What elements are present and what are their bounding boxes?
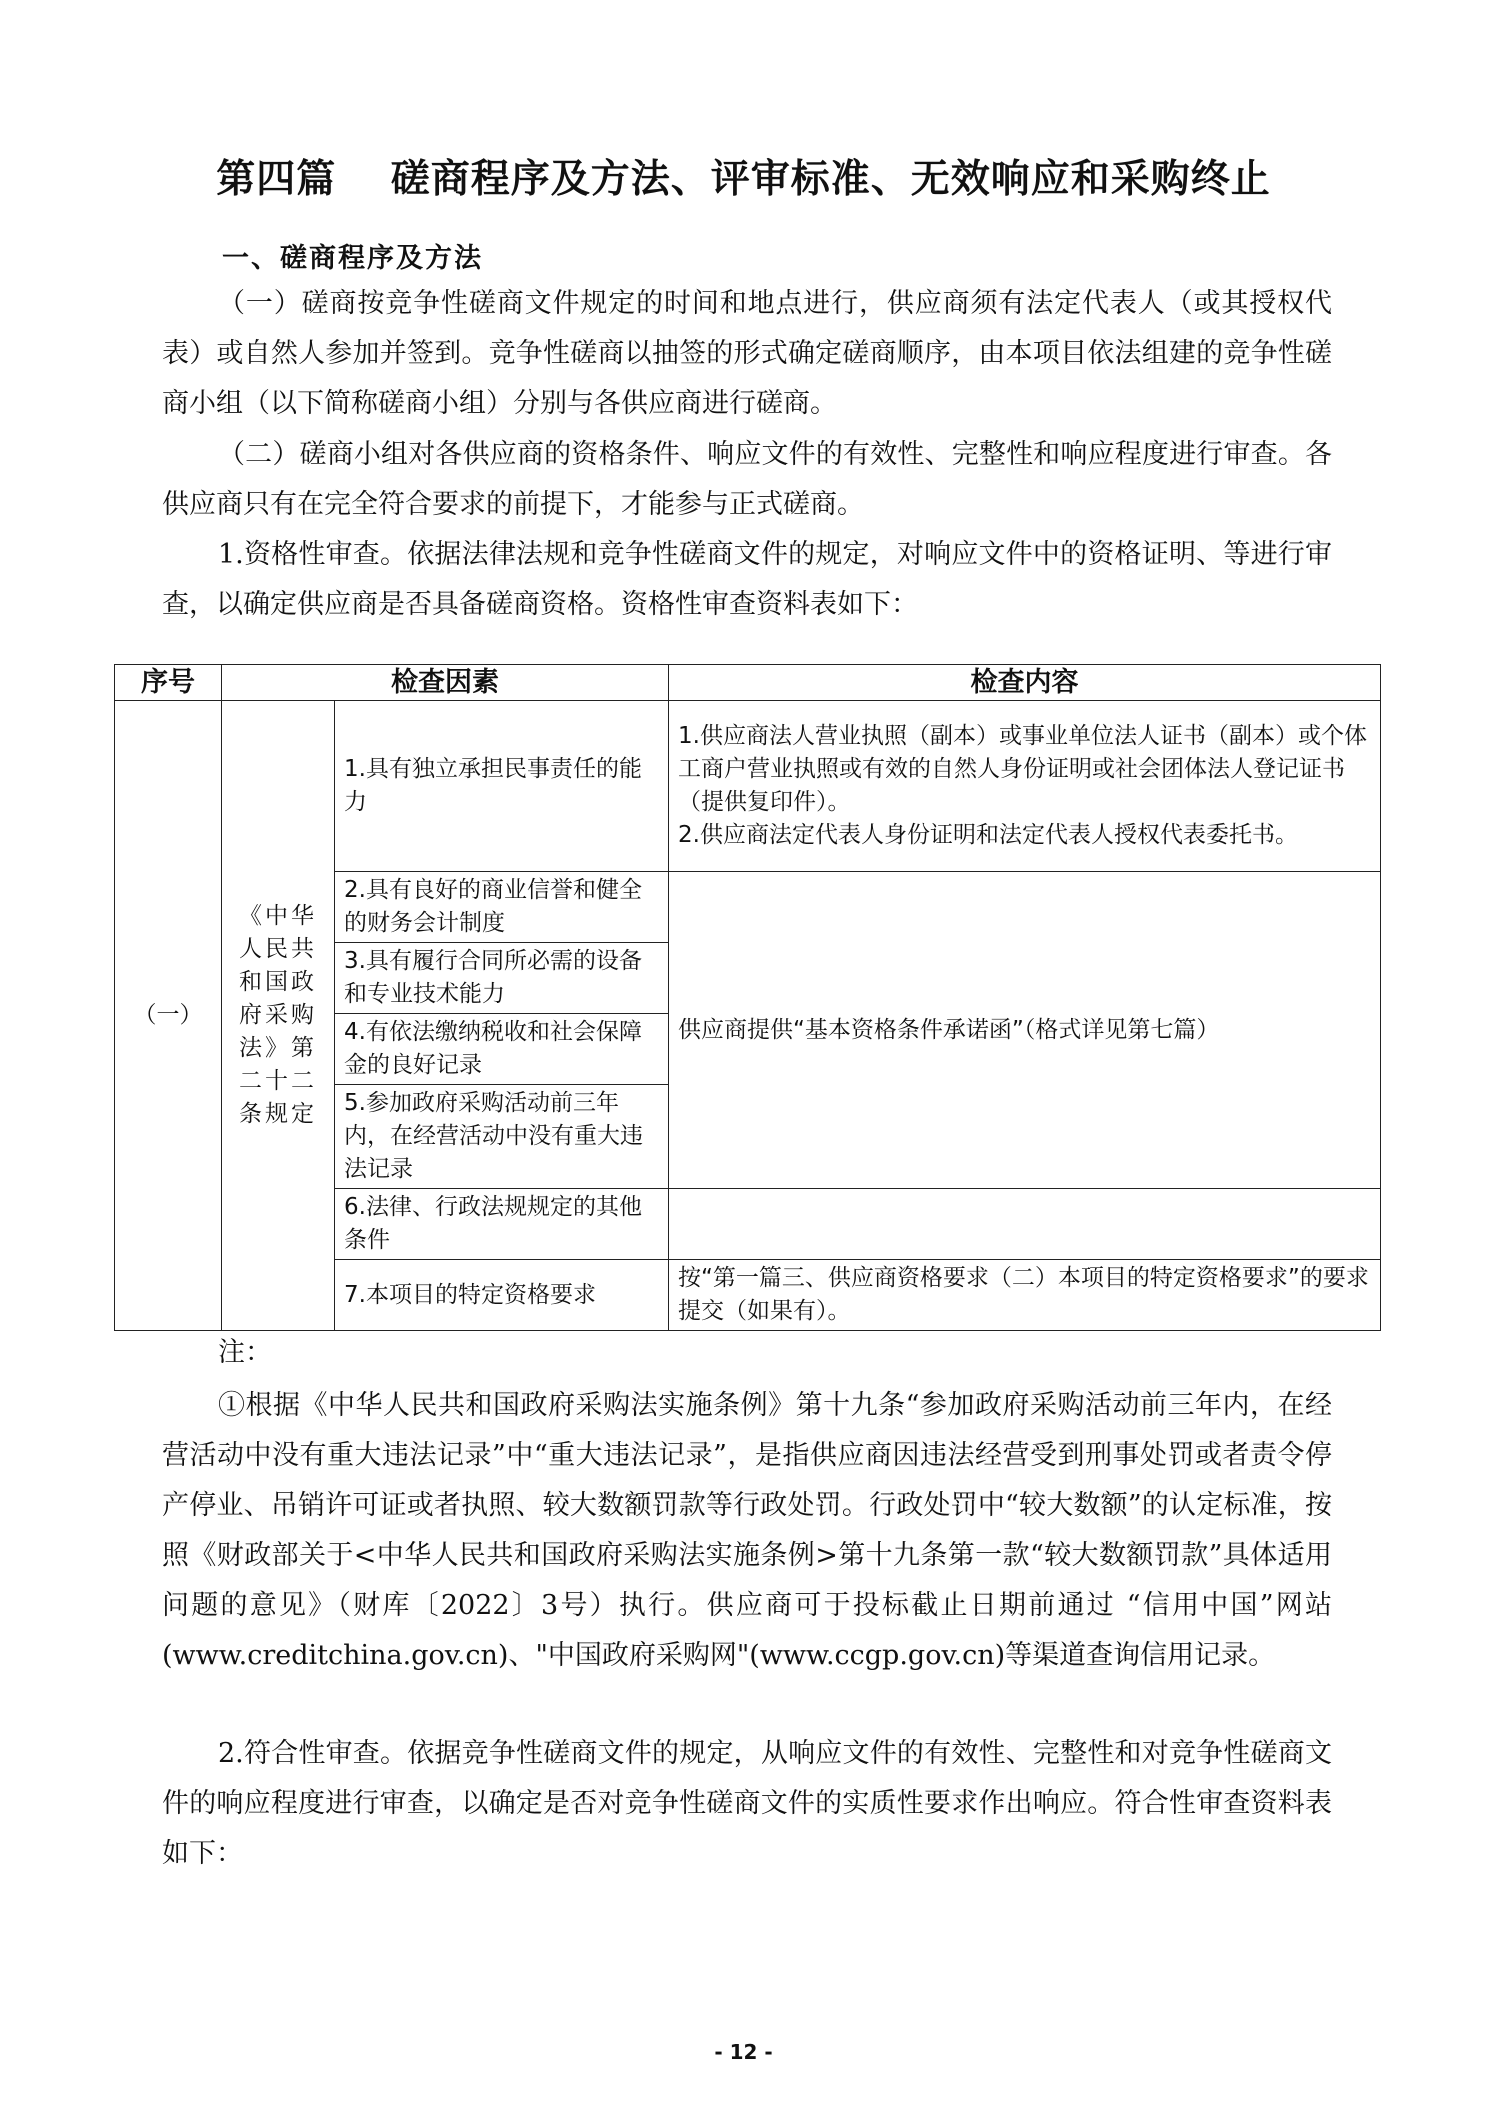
paragraph-note: ①根据《中华人民共和国政府采购法实施条例》第十九条“参加政府采购活动前三年内，在经营活动中没有重大违法记录”中“重大违法记录”，是指供应商因违法经营受到刑事处罚或者责令停产停业、吊销许可证或者执照、较大数额罚款等行政处罚。行政处罚中“较大数额”的认定标准，按照《财政部关于<中华人民共和国政府采购法实施条例>第十九条第一款“较大数额罚款”具体适用问题的意见》（财库〔2022〕3号）执行。供应商可于投标截止日期前通过 “信用中国”网站(www.creditchina.gov.cn)、"中国政府采购网"(www.ccgp.gov.cn)等渠道查询信用记录。 bbox=[162, 1390, 1332, 1671]
page-title: 第四篇 磋商程序及方法、评审标准、无效响应和采购终止 bbox=[216, 157, 1271, 202]
content-cell: 1.供应商法人营业执照（副本）或事业单位法人证书（副本）或个体工商户营业执照或有效的自然人身份证明或社会团体法人登记证书（提供复印件）。 2.供应商法定代表人身份证明和法定代表人授权代表委托书。 bbox=[669, 701, 1381, 872]
factor-cell: 7.本项目的特定资格要求 bbox=[335, 1260, 669, 1331]
content-cell: 按“第一篇三、供应商资格要求（二）本项目的特定资格要求”的要求提交（如果有）。 bbox=[669, 1260, 1381, 1331]
note-label: 注： bbox=[218, 1337, 272, 1368]
paragraph-consultation-process: （一）磋商按竞争性磋商文件规定的时间和地点进行，供应商须有法定代表人（或其授权代表）或自然人参加并签到。竞争性磋商以抽签的形式确定磋商顺序，由本项目依法组建的竞争性磋商小组（以下简称磋商小组）分别与各供应商进行磋商。 bbox=[162, 288, 1332, 419]
paragraph-compliance-review: 2.符合性审查。依据竞争性磋商文件的规定，从响应文件的有效性、完整性和对竞争性磋商文件的响应程度进行审查，以确定是否对竞争性磋商文件的实质性要求作出响应。符合性审查资料表如下： bbox=[162, 1738, 1332, 1869]
table-row bbox=[115, 701, 1381, 872]
law-basis-cell: 《中华人民共和国政府采购法》第二十二条规定 bbox=[222, 701, 335, 1331]
qualification-review-table bbox=[114, 664, 1381, 1331]
paragraph-qualification-review: 1.资格性审查。依据法律法规和竞争性磋商文件的规定，对响应文件中的资格证明、等进行审查，以确定供应商是否具备磋商资格。资格性审查资料表如下： bbox=[162, 539, 1332, 620]
content-cell-merged: 供应商提供“基本资格条件承诺函”（格式详见第七篇） bbox=[669, 872, 1381, 1189]
section-heading: 一、磋商程序及方法 bbox=[222, 243, 483, 274]
factor-cell: 3.具有履行合同所必需的设备和专业技术能力 bbox=[335, 943, 669, 1014]
header-content: 检查内容 bbox=[669, 665, 1381, 701]
header-seq: 序号 bbox=[115, 665, 222, 701]
seq-cell: （一） bbox=[115, 701, 222, 1331]
factor-cell: 4.有依法缴纳税收和社会保障金的良好记录 bbox=[335, 1014, 669, 1085]
table-header-row bbox=[115, 665, 1381, 701]
factor-cell: 5.参加政府采购活动前三年内，在经营活动中没有重大违法记录 bbox=[335, 1085, 669, 1189]
factor-cell: 1.具有独立承担民事责任的能力 bbox=[335, 701, 669, 872]
header-factor: 检查因素 bbox=[222, 665, 669, 701]
page-number: - 12 - bbox=[714, 2040, 773, 2064]
paragraph-review-scope: （二）磋商小组对各供应商的资格条件、响应文件的有效性、完整性和响应程度进行审查。各供应商只有在完全符合要求的前提下，才能参与正式磋商。 bbox=[162, 439, 1332, 520]
factor-cell: 2.具有良好的商业信誉和健全的财务会计制度 bbox=[335, 872, 669, 943]
factor-cell: 6.法律、行政法规规定的其他条件 bbox=[335, 1189, 669, 1260]
content-cell bbox=[669, 1189, 1381, 1260]
